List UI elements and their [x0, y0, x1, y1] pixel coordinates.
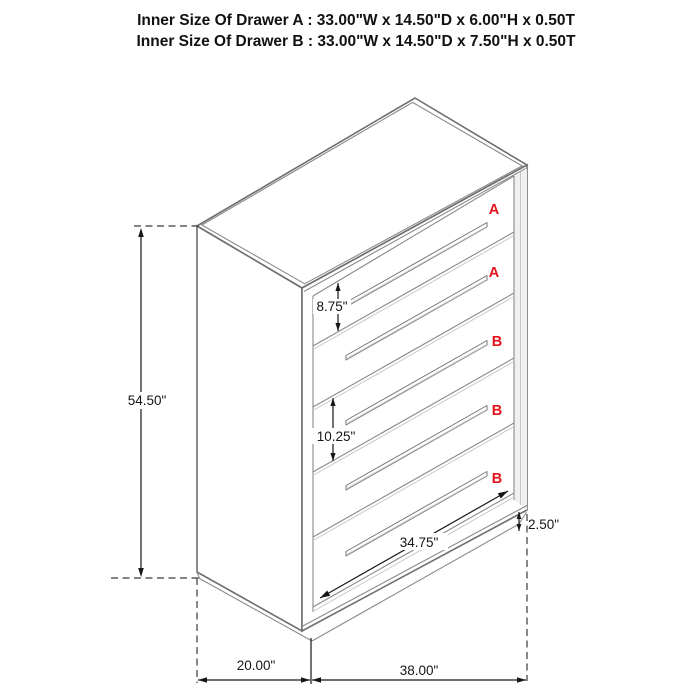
base-height-value: 2.50"	[528, 517, 560, 532]
dimension-total-height	[111, 226, 200, 578]
total-height-value: 54.50"	[127, 393, 167, 408]
drawer-a1-label: A	[488, 202, 500, 218]
front-diagonal-value: 34.75"	[399, 535, 439, 550]
width-value: 38.00"	[399, 663, 439, 678]
depth-value: 20.00"	[236, 658, 276, 673]
drawer-a2-label: A	[488, 265, 500, 281]
dimension-base-height	[517, 512, 560, 532]
chest-left-face	[197, 226, 312, 641]
diagram-title	[136, 12, 576, 50]
chest-drawing	[197, 98, 527, 641]
drawer-b-height-value: 10.25"	[316, 429, 356, 444]
title-line-drawer-a: Inner Size Of Drawer A : 33.00"W x 14.50"D x 6.00"H x 0.50T	[137, 12, 575, 29]
drawer-b2-label: B	[491, 403, 503, 419]
drawer-a-height-value: 8.75"	[316, 299, 348, 314]
title-line-drawer-b: Inner Size Of Drawer B : 33.00"W x 14.50"D x 7.50"H x 0.50T	[136, 33, 576, 50]
dimension-depth	[198, 658, 310, 683]
drawer-b1-label: B	[491, 334, 503, 350]
dimension-width	[312, 663, 526, 683]
drawer-b3-label: B	[491, 471, 503, 487]
